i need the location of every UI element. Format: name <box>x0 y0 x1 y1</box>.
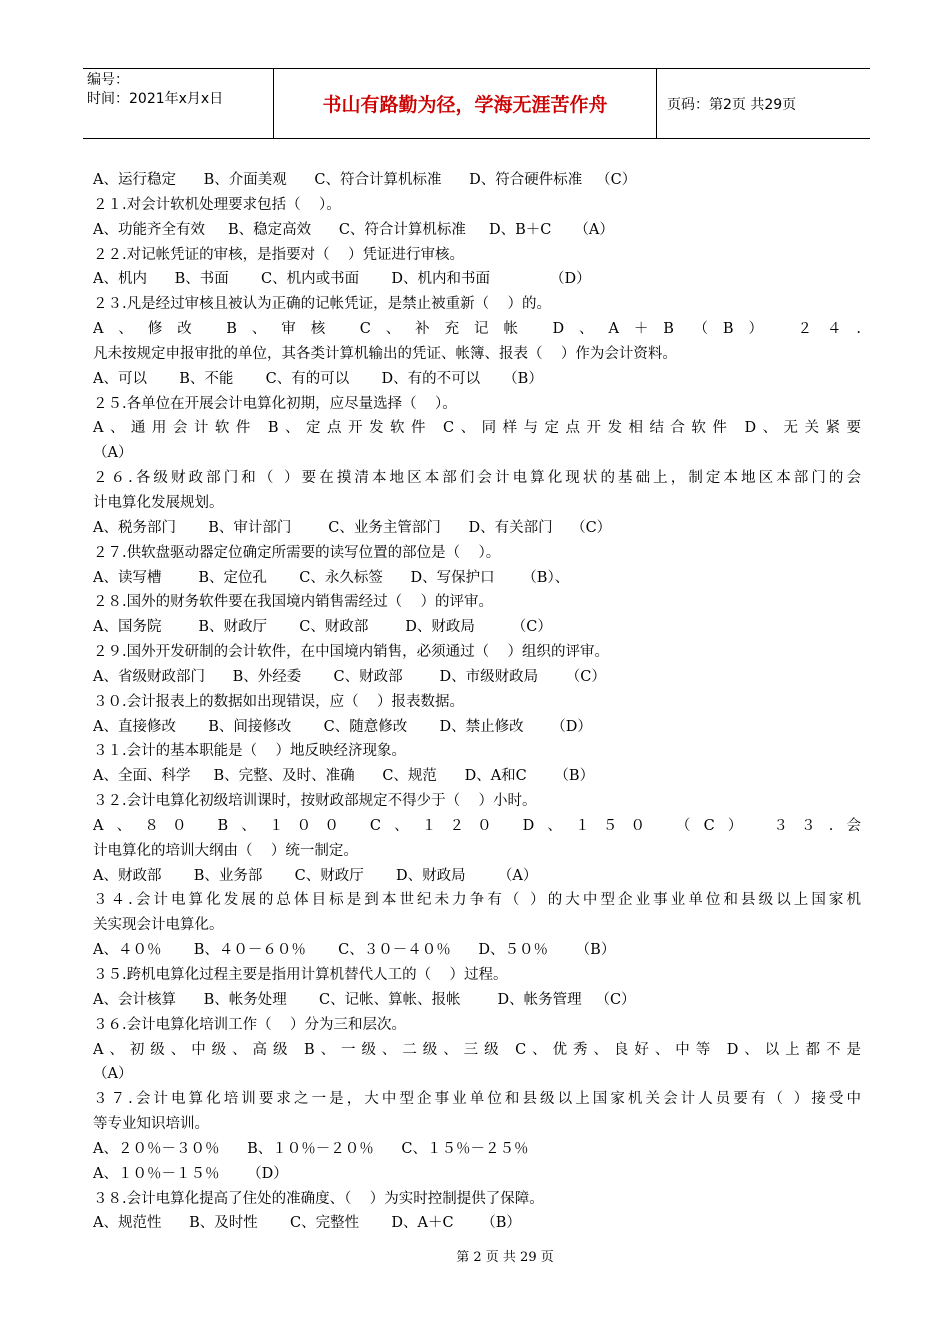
header-motto: 书山有路勤为径，学海无涯苦作舟 <box>274 69 657 138</box>
text-line: A、４０％ B、４０－６０％ C、３０－４０％ D、５０％ （B） <box>93 942 616 959</box>
text-line: A、２０％－３０％ B、１０％－２０％ C、１５％－２５％ <box>93 1140 529 1157</box>
document-body <box>93 168 861 1236</box>
number-label: 编号： <box>87 72 129 88</box>
page-footer: 第 2 页 共 29 页 <box>456 1250 554 1265</box>
header-page-label: 页码：第2页 共29页 <box>667 96 797 113</box>
text-line: ２５.各单位在开展会计电算化初期，应尽量选择（ ）。 <box>93 395 457 412</box>
header-meta <box>83 69 274 138</box>
text-line: A、全面、科学 B、完整、及时、准确 C、规范 D、A和C （B） <box>93 768 595 785</box>
text-line: ２１.对会计软机处理要求包括（ ）。 <box>93 196 341 213</box>
text-line: ３２.会计电算化初级培训课时，按财政部规定不得少于（ ）小时。 <box>93 793 537 810</box>
text-line: （A） <box>93 1066 133 1083</box>
text-line: ２３.凡是经过审核且被认为正确的记帐凭证，是禁止被重新（ ）的。 <box>93 296 552 313</box>
text-line: 凡未按规定申报审批的单位，其各类计算机输出的凭证、帐簿、报表（ ）作为会计资料。 <box>93 345 677 362</box>
text-line: ２６.各级财政部门和（ ）要在摸清本地区本部们会计电算化现状的基础上，制定本地区本部门的会 <box>93 470 861 487</box>
text-line: A、可以 B、不能 C、有的可以 D、有的不可以 （B） <box>93 370 543 387</box>
text-line: A、税务部门 B、审计部门 C、业务主管部门 D、有关部门 （C） <box>93 519 612 536</box>
text-line: 关实现会计电算化。 <box>93 917 224 934</box>
text-line: A、运行稳定 B、介面美观 C、符合计算机标准 D、符合硬件标准 （C） <box>93 172 637 188</box>
text-line: A、省级财政部门 B、外经委 C、财政部 D、市级财政局 （C） <box>93 668 606 685</box>
text-line: A、会计核算 B、帐务处理 C、记帐、算帐、报帐 D、帐务管理 （C） <box>93 991 636 1008</box>
time-label: 时间：2021年x月x日 <box>87 91 224 107</box>
text-line: A、修改 B、审核 C、补充记帐 D、A＋B （B） ２４. <box>93 321 861 338</box>
text-line: ３４.会计电算化发展的总体目标是到本世纪未力争有（ ）的大中型企业事业单位和县级以上国家机 <box>93 892 861 909</box>
text-line: A、通用会计软件 B、定点开发软件 C、同样与定点开发相结合软件 D、无关紧要 <box>93 420 861 437</box>
text-line: A、８０ B、１００ C、１２０ D、１５０ （C） ３３.会 <box>93 817 861 834</box>
text-line: A、财政部 B、业务部 C、财政厅 D、财政局 （A） <box>93 867 538 884</box>
text-line: A、１０％－１５％ （D） <box>93 1165 288 1182</box>
text-line: A、功能齐全有效 B、稳定高效 C、符合计算机标准 D、B＋C （A） <box>93 221 614 238</box>
text-line: A、规范性 B、及时性 C、完整性 D、A＋C （B） <box>93 1215 521 1232</box>
text-line: ２８.国外的财务软件要在我国境内销售需经过（ ）的评审。 <box>93 594 494 611</box>
text-line: A、初级、中级、高级 B、一级、二级、三级 C、优秀、良好、中等 D、以上都不是 <box>93 1041 861 1058</box>
text-line: ３０.会计报表上的数据如出现错误，应（ ）报表数据。 <box>93 693 465 710</box>
text-line: 计电算化发展规划。 <box>93 494 224 511</box>
text-line: ２７.供软盘驱动器定位确定所需要的读写位置的部位是（ ）。 <box>93 544 501 561</box>
text-line: ３８.会计电算化提高了住处的准确度、（ ）为实时控制提供了保障。 <box>93 1190 544 1207</box>
text-line: A、读写槽 B、定位孔 C、永久标签 D、写保护口 （B）、 <box>93 569 570 586</box>
text-line: （A） <box>93 445 133 462</box>
text-line: 等专业知识培训。 <box>93 1116 209 1133</box>
text-line: ３７.会计电算化培训要求之一是，大中型企事业单位和县级以上国家机关会计人员要有（ ）接受中 <box>93 1091 861 1108</box>
text-line: 计电算化的培训大纲由（ ）统一制定。 <box>93 842 358 859</box>
text-line: A、国务院 B、财政厅 C、财政部 D、财政局 （C） <box>93 619 552 636</box>
text-line: ２２.对记帐凭证的审核，是指要对（ ）凭证进行审核。 <box>93 246 465 263</box>
text-line: ３５.跨机电算化过程主要是指用计算机替代人工的（ ）过程。 <box>93 967 508 983</box>
text-line: A、机内 B、书面 C、机内或书面 D、机内和书面 （D） <box>93 271 591 288</box>
text-line: A、直接修改 B、间接修改 C、随意修改 D、禁止修改 （D） <box>93 718 592 735</box>
text-line: ２９.国外开发研制的会计软件，在中国境内销售，必须通过（ ）组织的评审。 <box>93 644 610 661</box>
text-line: ３６.会计电算化培训工作（ ）分为三和层次。 <box>93 1016 407 1033</box>
text-line: ３１.会计的基本职能是（ ）地反映经济现象。 <box>93 743 407 760</box>
page-header <box>83 68 870 139</box>
